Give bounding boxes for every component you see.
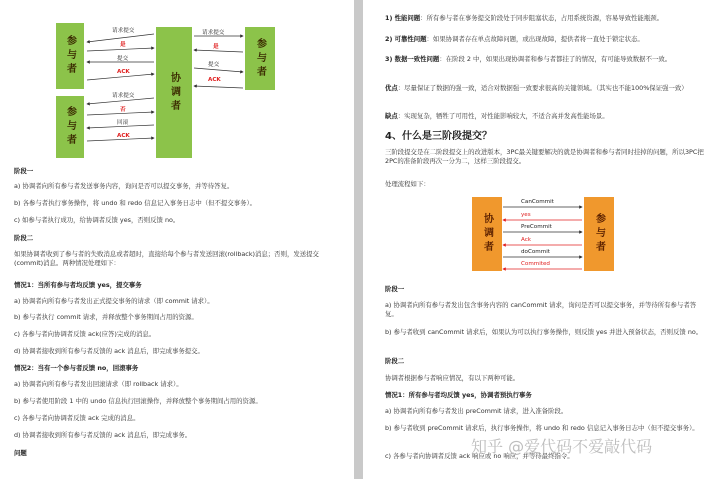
- phase2-heading: 阶段二: [385, 357, 405, 365]
- left-document-page: [0, 0, 354, 479]
- arrow-label-ack-2: ACK: [117, 133, 130, 139]
- arrow-label-ack: ACK: [117, 69, 130, 75]
- case1-heading: 情况1：当所有参与者均反馈 yes，提交事务: [14, 281, 142, 289]
- watermark: 知乎 @爱代码不爱敲代码: [471, 437, 653, 456]
- coordinator-box: 协调者: [472, 197, 502, 271]
- coordinator-box: 协调者: [156, 27, 192, 158]
- arrow-label-commit: 提交: [117, 56, 129, 62]
- diagram-arrows: [0, 0, 354, 170]
- case2-item: a) 协调者向所有参与者发出回滚请求（即 rollback 请求）。: [14, 380, 183, 388]
- msg-commited: Commited: [521, 261, 550, 267]
- problems-heading: 问题: [14, 449, 27, 457]
- diagram-arrows: [363, 0, 720, 280]
- case2-item: d) 协调者接收到所有参与者反馈的 ack 消息后，即完成事务。: [14, 431, 192, 439]
- arrow-label-right-yes: 是: [213, 44, 219, 50]
- arrow-label-yes: 是: [120, 42, 126, 48]
- page-divider: [354, 0, 363, 479]
- cons-paragraph: 缺点：实现复杂，牺牲了可用性，对性能影响较大，不适合高并发高性能场景。: [385, 112, 609, 120]
- case1-heading: 情况1：所有参与者均反馈 yes，协调者预执行事务: [385, 391, 532, 399]
- arrow-label-request: 请求提交: [112, 28, 135, 34]
- phase2-intro: 如果协调者收到了参与者的失败消息或者超时，直接给每个参与者发送回滚(rollback)消息；否则，发送提交(commit)消息。两种情况处理如下：: [14, 250, 319, 267]
- case2-item: b) 参与者使用阶段 1 中的 undo 信息执行回滚操作，并释放整个事务期间占用的资源。: [14, 397, 262, 405]
- msg-ack: Ack: [521, 237, 532, 243]
- arrow-label-no: 否: [120, 107, 126, 113]
- case1-item: b) 参与者收到 preCommit 请求后，执行事务操作，将 undo 和 redo 信息记入事务日志中（但不提交事务）。: [385, 424, 699, 432]
- phase1-heading: 阶段一: [385, 285, 405, 293]
- msg-yes: yes: [521, 212, 531, 218]
- phase1-item: b) 各参与者执行事务操作，将 undo 和 redo 信息记入事务日志中（但不提交事务）。: [14, 199, 257, 207]
- case1-item: c) 各参与者向协调者反馈 ack 响应或 no 响应，并等待最终指令。: [385, 452, 574, 460]
- phase1-item: a) 协调者向所有参与者发送事务内容，询问是否可以提交事务，并等待答复。: [14, 182, 234, 190]
- participant-box-bottom-left: 参与者: [56, 96, 84, 158]
- arrow-label-rollback: 回滚: [117, 120, 129, 126]
- section-heading-3pc: 4、什么是三阶段提交？: [385, 131, 492, 142]
- arrow-label-right-commit: 提交: [208, 62, 220, 68]
- section-intro: 三阶段提交是在二阶段提交上的改进版本，3PC最关键要解决的就是协调者和参与者同时挂掉的问题，所以3PC把2PC的准备阶段再次一分为二，这样三阶段提交。: [385, 148, 704, 165]
- problem-performance: 1) 性能问题：所有参与者在事务提交阶段处于同步阻塞状态，占用系统资源，容易导致性能瓶颈。: [385, 14, 663, 22]
- pros-paragraph: 优点：尽量保证了数据的强一致，适合对数据强一致要求很高的关键领域。（其实也不能100%保证强一致）: [385, 84, 688, 92]
- case2-item: c) 各参与者向协调者反馈 ack 完成的消息。: [14, 414, 140, 422]
- phase2-intro: 协调者根据参与者响应情况，有以下两种可能。: [385, 374, 520, 382]
- case1-item: a) 协调者向所有参与者发出正式提交事务的请求（即 commit 请求）。: [14, 297, 214, 305]
- phase1-heading: 阶段一: [14, 167, 34, 175]
- arrow-label-request-2: 请求提交: [112, 93, 135, 99]
- phase1-item: b) 参与者收到 canCommit 请求后，如果认为可以执行事务操作，则反馈 yes 并进入预备状态，否则反馈 no。: [385, 328, 703, 336]
- phase1-item: c) 如参与者执行成功，给协调者反馈 yes，否则反馈 no。: [14, 216, 180, 224]
- case1-item: d) 协调者接收到所有参与者反馈的 ack 消息后，即完成事务提交。: [14, 347, 204, 355]
- right-document-page: [363, 0, 720, 479]
- arrow-label-right-ack: ACK: [208, 77, 221, 83]
- phase2-heading: 阶段二: [14, 234, 34, 242]
- msg-precommit: PreCommit: [521, 224, 552, 230]
- arrow-label-right-request: 请求提交: [202, 30, 225, 36]
- case2-heading: 情况2：当有一个参与者反馈 no，回滚事务: [14, 364, 139, 372]
- problem-consistency: 3) 数据一致性问题：在阶段 2 中，如果出现协调者和参与者都挂了的情况，有可能导致数据不一致。: [385, 55, 672, 63]
- case1-item: b) 参与者执行 commit 请求，并释放整个事务期间占用的资源。: [14, 313, 198, 321]
- problem-reliability: 2) 可靠性问题：如果协调者存在单点故障问题，或出现故障，提供者将一直处于锁定状态。: [385, 35, 644, 43]
- participant-box-top-left: 参与者: [56, 23, 84, 89]
- flow-label: 处理流程如下：: [385, 180, 430, 188]
- phase1-item: a) 协调者向所有参与者发出包含事务内容的 canCommit 请求，询问是否可以提交事务，并等待所有参与者答复。: [385, 301, 697, 318]
- msg-cancommit: CanCommit: [521, 199, 554, 205]
- case1-item: a) 协调者向所有参与者发出 preCommit 请求，进入准备阶段。: [385, 407, 568, 415]
- msg-docommit: doCommit: [521, 249, 550, 255]
- participant-box: 参与者: [584, 197, 614, 271]
- participant-box-right: 参与者: [245, 27, 275, 90]
- case1-item: c) 各参与者向协调者反馈 ack(应答)完成的消息。: [14, 330, 156, 338]
